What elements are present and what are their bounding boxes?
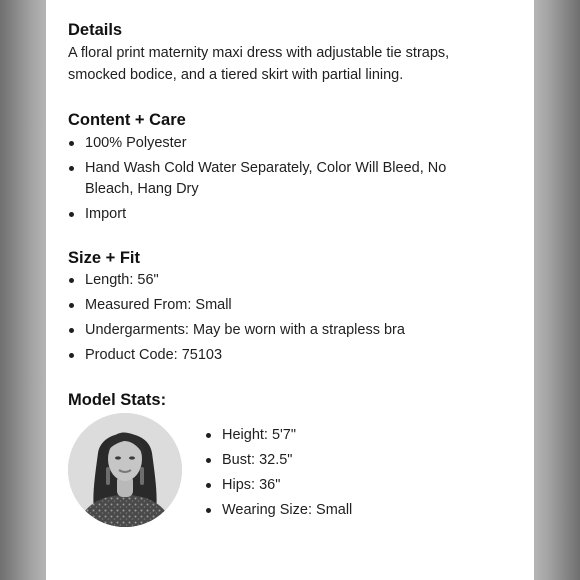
size-fit-heading: Size + Fit <box>68 249 140 267</box>
details-heading: Details <box>68 21 123 39</box>
list-item: Undergarments: May be worn with a strapless bra <box>68 320 498 341</box>
list-item: Product Code: 75103 <box>68 345 498 366</box>
background-left <box>0 0 46 580</box>
list-item: Height: 5'7" <box>205 425 505 446</box>
list-item: Bust: 32.5" <box>205 450 505 471</box>
product-info-panel <box>46 0 534 580</box>
model-stats-heading: Model Stats: <box>68 391 167 409</box>
model-portrait-icon <box>68 413 182 527</box>
list-item: Import <box>68 204 498 225</box>
list-item: 100% Polyester <box>68 133 498 154</box>
model-stats-list <box>205 425 505 525</box>
model-avatar <box>68 413 182 527</box>
content-care-list <box>68 133 498 229</box>
background-right <box>534 0 580 580</box>
content-care-heading: Content + Care <box>68 111 186 129</box>
size-fit-list <box>68 270 498 370</box>
details-description: A floral print maternity maxi dress with adjustable tie straps, smocked bodice, and a tiered skirt with partial lining. <box>68 45 450 83</box>
list-item: Wearing Size: Small <box>205 500 505 521</box>
list-item: Length: 56" <box>68 270 498 291</box>
list-item: Hips: 36" <box>205 475 505 496</box>
list-item: Measured From: Small <box>68 295 498 316</box>
list-item: Hand Wash Cold Water Separately, Color Will Bleed, No Bleach, Hang Dry <box>68 158 498 200</box>
